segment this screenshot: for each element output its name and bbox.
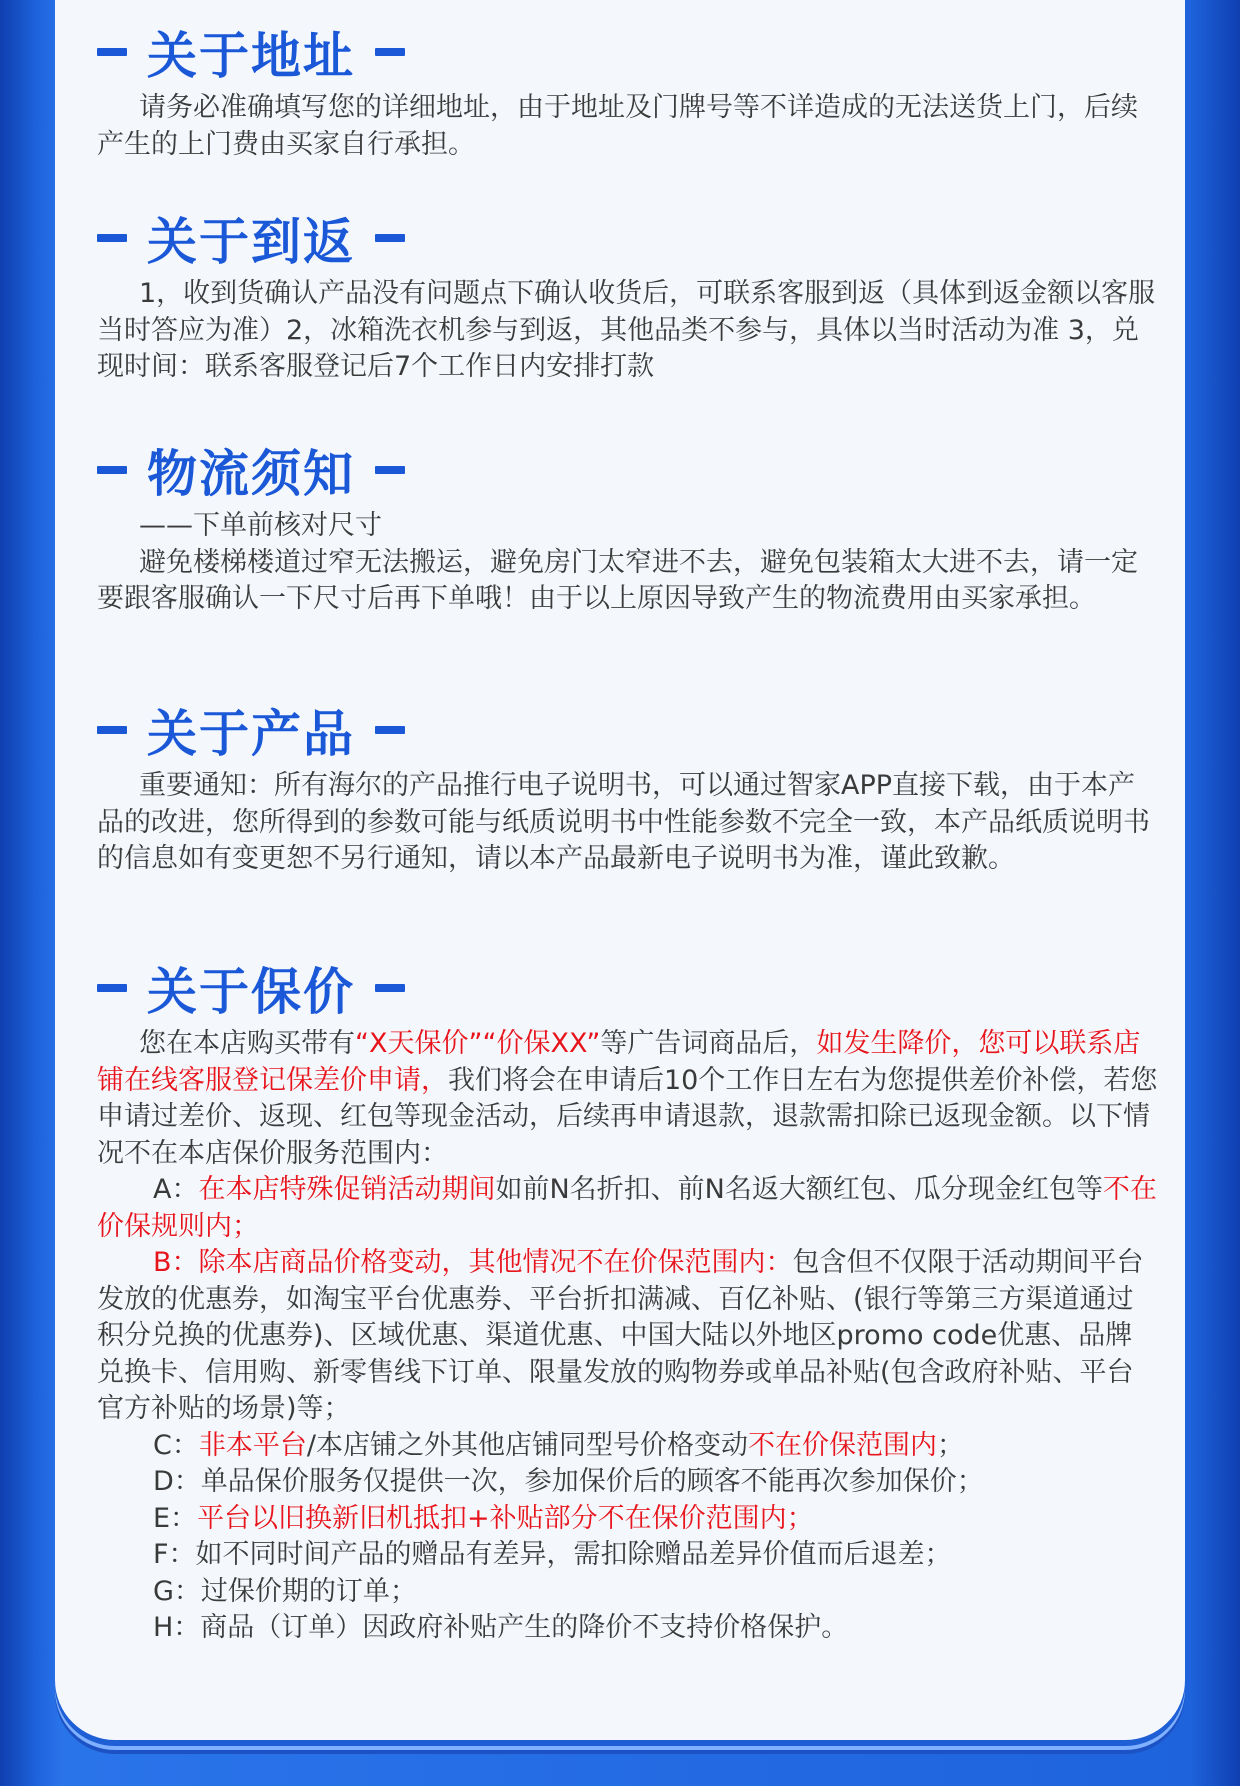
intro-text: 等广告词商品后，: [600, 1028, 817, 1059]
section-heading: [97, 958, 1157, 1021]
dash-right: [375, 726, 405, 734]
address-text: 请务必准确填写您的详细地址，由于地址及门牌号等不详造成的无法送货上门，后续产生的上门费由买家自行承担。: [97, 92, 1138, 160]
rule-e: [97, 1501, 1159, 1538]
section-address: [97, 22, 1157, 163]
dash-right: [375, 234, 405, 242]
dash-left: [97, 726, 127, 734]
rule-highlight: B：除本店商品价格变动，其他情况不在价保范围内：: [153, 1247, 793, 1278]
rule-h: H：商品（订单）因政府补贴产生的降价不支持价格保护。: [153, 1612, 849, 1643]
section-logistics: [97, 440, 1157, 618]
dash-right: [375, 466, 405, 474]
section-body: [97, 768, 1159, 878]
rule-d: D：单品保价服务仅提供一次，参加保价后的顾客不能再次参加保价；: [153, 1466, 984, 1497]
rule-highlight: 平台以旧换新旧机抵扣+补贴部分不在保价范围内；: [197, 1502, 814, 1534]
section-heading: [97, 700, 1157, 763]
rule-text: 如前N名折扣、前N名返大额红包、瓜分现金红包等: [495, 1174, 1103, 1205]
logistics-subtitle: ——下单前核对尺寸: [139, 510, 382, 541]
rule-prefix: E：: [153, 1502, 198, 1534]
section-heading: [97, 22, 1157, 85]
section-title: 关于到返: [147, 213, 355, 271]
dash-right: [375, 984, 405, 992]
section-body: [97, 90, 1159, 163]
rule-text: /本店铺之外其他店铺同型号价格变动: [306, 1429, 748, 1461]
intro-highlight: “X天保价”“价保XX”: [355, 1028, 601, 1059]
rule-highlight: 不在价保规则内；: [97, 1174, 1157, 1242]
section-heading: [97, 208, 1157, 271]
rule-highlight: 不在价保范围内: [747, 1429, 937, 1461]
section-cashback: [97, 208, 1157, 386]
section-body: [97, 508, 1159, 618]
rule-highlight: 在本店特殊促销活动期间: [198, 1174, 496, 1205]
section-title: 关于产品: [147, 705, 355, 763]
content-card: [55, 0, 1185, 1740]
rule-a: [97, 1172, 1159, 1245]
section-body: [97, 1026, 1159, 1647]
section-title: 关于保价: [147, 963, 355, 1021]
dash-left: [97, 466, 127, 474]
cashback-text: 1，收到货确认产品没有问题点下确认收货后，可联系客服到返（具体到返金额以客服当时答应为准）2，冰箱洗衣机参与到返，其他品类不参与，具体以当时活动为准 3，兑现时间：联系客服登记后7个工作日内安排打款: [97, 278, 1156, 382]
product-text: 重要通知：所有海尔的产品推行电子说明书，可以通过智家APP直接下载，由于本产品的改进，您所得到的参数可能与纸质说明书中性能参数不完全一致，本产品纸质说明书的信息如有变更恕不另行通知，请以本产品最新电子说明书为准，谨此致歉。: [97, 770, 1150, 874]
rule-g: G：过保价期的订单；: [153, 1575, 417, 1607]
rule-highlight: 非本平台: [198, 1429, 307, 1461]
section-body: [97, 276, 1159, 386]
intro-text: 我们将会在申请后10个工作日左右为您提供差价补偿，若您申请过差价、返现、红包等现金活动，后续再申请退款，退款需扣除已返现金额。以下情况不在本店保价服务范围内：: [97, 1064, 1158, 1169]
section-heading: [97, 440, 1157, 503]
price-intro: [97, 1026, 1159, 1172]
rule-prefix: A：: [153, 1174, 199, 1205]
section-product: [97, 700, 1157, 878]
section-title: 关于地址: [147, 27, 355, 85]
section-price-protection: [97, 958, 1157, 1647]
rule-c: [97, 1428, 1159, 1465]
rule-f: F：如不同时间产品的赠品有差异，需扣除赠品差异价值而后退差；: [153, 1539, 952, 1570]
logistics-text: 避免楼梯楼道过窄无法搬运，避免房门太窄进不去，避免包装箱太大进不去，请一定要跟客服确认一下尺寸后再下单哦！由于以上原因导致产生的物流费用由买家承担。: [97, 546, 1138, 614]
dash-left: [97, 48, 127, 56]
section-title: 物流须知: [147, 445, 355, 503]
rule-prefix: C：: [153, 1429, 199, 1461]
rule-text: 包含但不仅限于活动期间平台发放的优惠券，如淘宝平台优惠券、平台折扣满减、百亿补贴、(银行等第三方渠道通过积分兑换的优惠券)、区域优惠、渠道优惠、中国大陆以外地区promo code优惠、品牌兑换卡、信用购、新零售线下订单、限量发放的购物券或单品补贴(包含政府补贴、平台官方补贴的场景)等；: [97, 1247, 1144, 1424]
dash-left: [97, 984, 127, 992]
intro-text: 您在本店购买带有: [139, 1028, 355, 1059]
dash-left: [97, 234, 127, 242]
intro-highlight: 如发生降价，您可以联系店铺在线客服登记保差价申请，: [97, 1028, 1141, 1096]
rule-b: [97, 1245, 1159, 1428]
rule-text: ；: [936, 1429, 964, 1461]
dash-right: [375, 48, 405, 56]
